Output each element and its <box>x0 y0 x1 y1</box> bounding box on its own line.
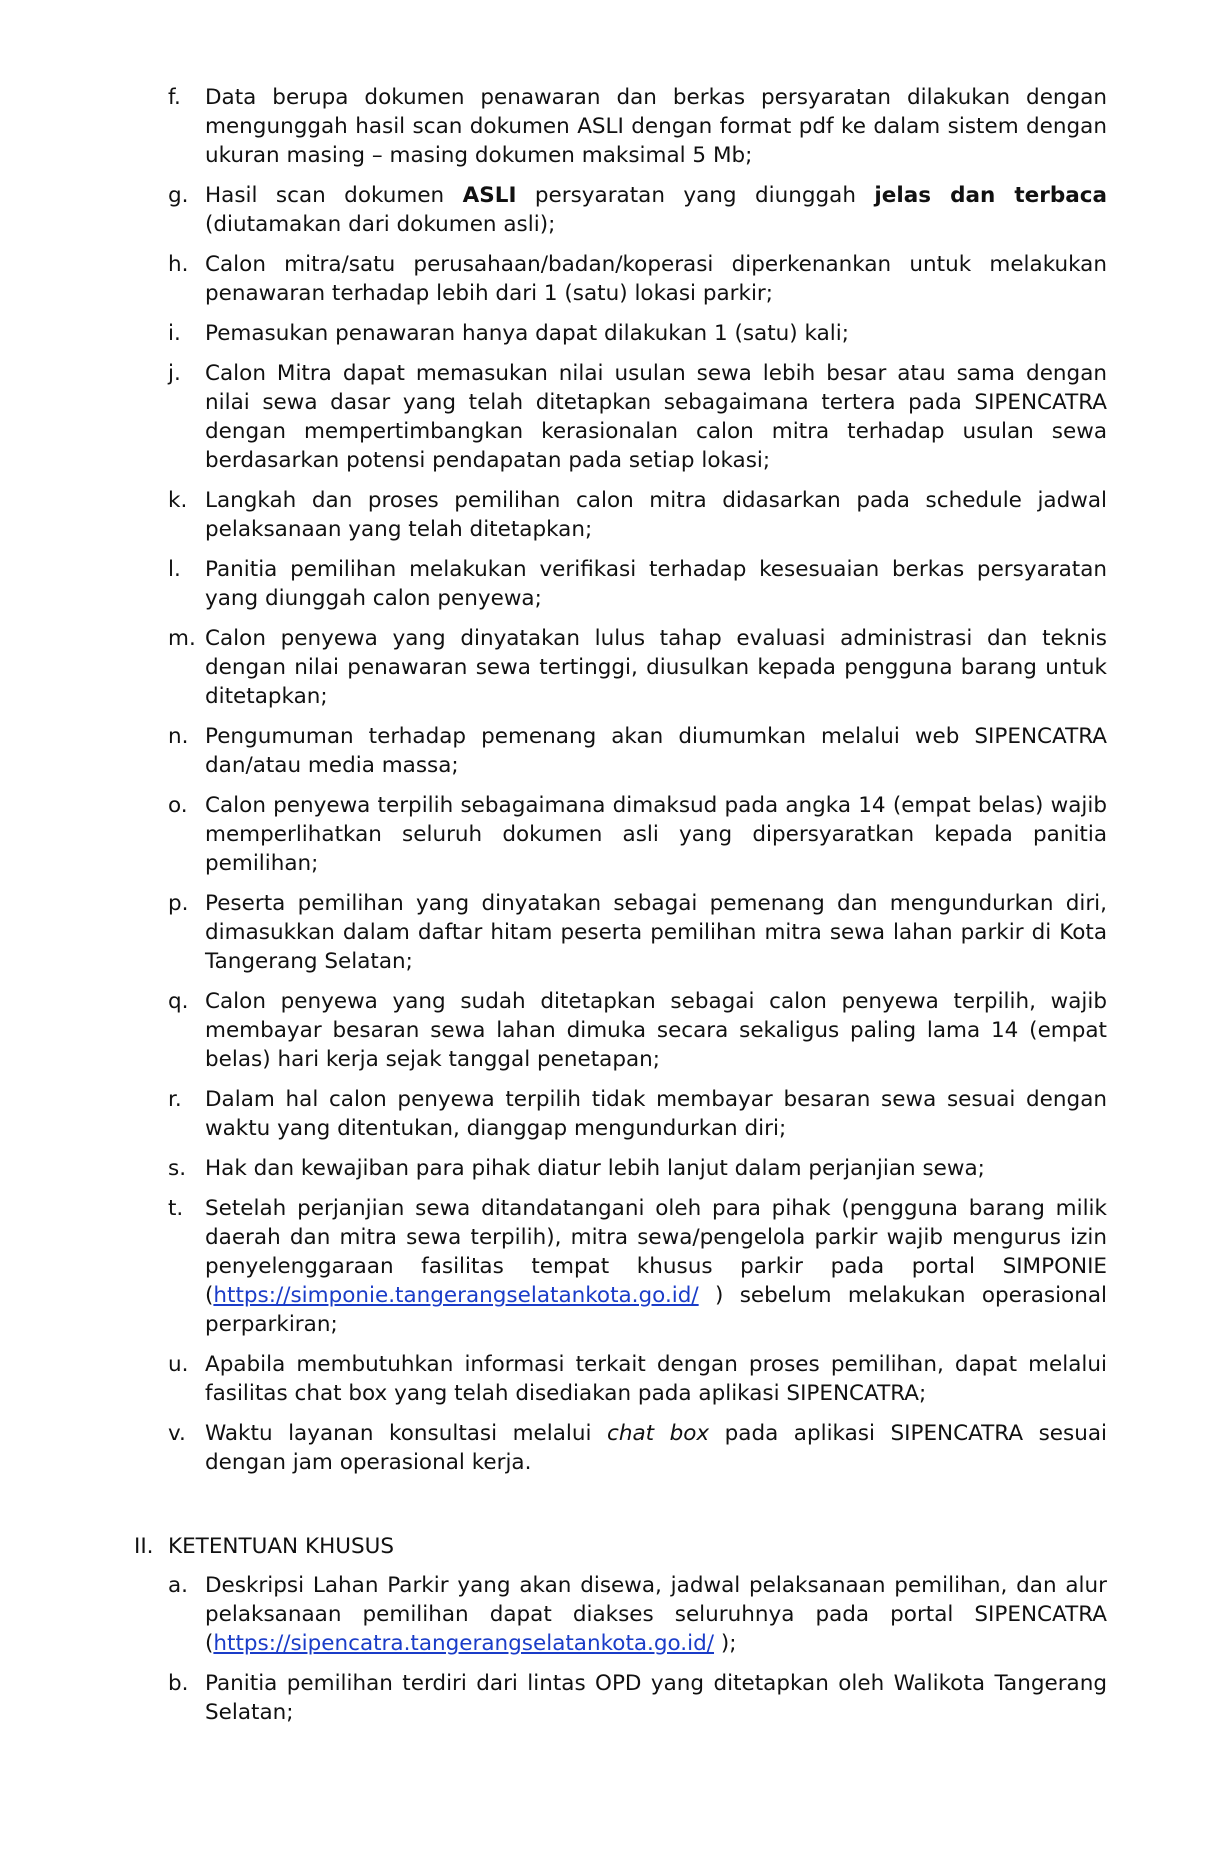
text-run: Panitia pemilihan terdiri dari lintas OPD yang ditetapkan oleh Walikota Tangerang Selatan; <box>205 1671 1107 1725</box>
italic-text: chat box <box>607 1421 710 1446</box>
list-item <box>0 987 1224 1074</box>
text-run: (diutamakan dari dokumen asli); <box>205 212 556 237</box>
text-run: Setelah perjanjian sewa ditandatangani oleh para pihak (pengguna barang milik daerah dan mitra sewa terpilih), mitra sewa/pengelola parkir wajib mengurus izin penyelenggaraan fasilitas tempat khusus parkir pada portal SIMPONIE ( <box>205 1196 1107 1308</box>
text-run: Apabila membutuhkan informasi terkait dengan proses pemilihan, dapat melalui fasilitas chat box yang telah disediakan pada aplikasi SIPENCATRA; <box>205 1352 1107 1406</box>
list-item <box>0 555 1224 613</box>
list-item <box>0 359 1224 475</box>
list-item-text <box>205 1419 1107 1477</box>
text-run: Deskripsi Lahan Parkir yang akan disewa, jadwal pelaksanaan pemilihan, dan alur pelaksanaan pemilihan dapat diakses seluruhnya pada portal SIPENCATRA ( <box>205 1573 1107 1656</box>
text-run: Calon penyewa yang dinyatakan lulus tahap evaluasi administrasi dan teknis dengan nilai penawaran sewa tertinggi, diusulkan kepada pengguna barang untuk ditetapkan; <box>205 626 1107 709</box>
list-item <box>0 83 1224 170</box>
list-item <box>0 181 1224 239</box>
list-marker: v. <box>168 1421 186 1446</box>
text-run: Calon mitra/satu perusahaan/badan/koperasi diperkenankan untuk melakukan penawaran terhadap lebih dari 1 (satu) lokasi parkir; <box>205 252 1107 306</box>
list-item <box>0 722 1224 780</box>
list-item-text <box>205 1085 1107 1143</box>
special-provisions-list <box>0 1571 1224 1738</box>
text-run: Langkah dan proses pemilihan calon mitra didasarkan pada schedule jadwal pelaksanaan yang telah ditetapkan; <box>205 488 1107 542</box>
list-item <box>0 486 1224 544</box>
text-run: ) sebelum melakukan operasional perparkiran; <box>205 1283 1107 1337</box>
hyperlink[interactable]: https://simponie.tangerangselatankota.go.id/ <box>213 1283 699 1308</box>
list-marker: a. <box>168 1573 189 1598</box>
list-item-text <box>205 486 1107 544</box>
list-marker: s. <box>168 1156 187 1181</box>
bold-text: ASLI <box>462 183 517 208</box>
list-item-text <box>205 1669 1107 1727</box>
list-marker: u. <box>168 1352 189 1377</box>
list-marker: g. <box>168 183 189 208</box>
list-marker: k. <box>168 488 188 513</box>
text-run: pada aplikasi SIPENCATRA sesuai dengan jam operasional kerja. <box>205 1421 1107 1475</box>
list-item-text <box>205 83 1107 170</box>
list-item <box>0 1194 1224 1339</box>
list-marker: q. <box>168 989 189 1014</box>
list-item <box>0 1571 1224 1658</box>
list-marker: b. <box>168 1671 189 1696</box>
list-item <box>0 250 1224 308</box>
list-item-text <box>205 889 1107 976</box>
list-item <box>0 1419 1224 1477</box>
text-run: Waktu layanan konsultasi melalui <box>205 1421 608 1446</box>
list-item-text <box>205 1194 1107 1339</box>
list-marker: h. <box>168 252 189 277</box>
list-marker: m. <box>168 626 196 651</box>
list-marker: o. <box>168 793 188 818</box>
list-item-text <box>205 624 1107 711</box>
list-marker: j. <box>168 361 181 386</box>
list-item-text <box>205 791 1107 878</box>
text-run: Peserta pemilihan yang dinyatakan sebagai pemenang dan mengundurkan diri, dimasukkan dalam daftar hitam peserta pemilihan mitra sewa lahan parkir di Kota Tangerang Selatan; <box>205 891 1107 974</box>
text-run: Hak dan kewajiban para pihak diatur lebih lanjut dalam perjanjian sewa; <box>205 1156 985 1181</box>
list-item <box>0 1350 1224 1408</box>
list-item <box>0 791 1224 878</box>
section-title: KETENTUAN KHUSUS <box>168 1534 395 1559</box>
bold-text: jelas dan terbaca <box>874 183 1107 208</box>
text-run: Panitia pemilihan melakukan verifikasi terhadap kesesuaian berkas persyaratan yang diunggah calon penyewa; <box>205 557 1107 611</box>
text-run: Pengumuman terhadap pemenang akan diumumkan melalui web SIPENCATRA dan/atau media massa; <box>205 724 1107 778</box>
general-provisions-list <box>0 83 1224 1488</box>
list-marker: i. <box>168 321 181 346</box>
list-item <box>0 624 1224 711</box>
text-run: Hasil scan dokumen <box>205 183 463 208</box>
list-marker: r. <box>168 1087 182 1112</box>
list-item-text <box>205 555 1107 613</box>
text-run: Dalam hal calon penyewa terpilih tidak membayar besaran sewa sesuai dengan waktu yang ditentukan, dianggap mengundurkan diri; <box>205 1087 1107 1141</box>
section-number: II. <box>134 1534 154 1559</box>
text-run: Pemasukan penawaran hanya dapat dilakukan 1 (satu) kali; <box>205 321 849 346</box>
list-item <box>0 1154 1224 1183</box>
list-item-text <box>205 319 1107 348</box>
list-marker: l. <box>168 557 181 582</box>
list-marker: n. <box>168 724 189 749</box>
hyperlink[interactable]: https://sipencatra.tangerangselatankota.go.id/ <box>213 1631 715 1656</box>
text-run: persyaratan yang diunggah <box>516 183 875 208</box>
text-run: Calon penyewa terpilih sebagaimana dimaksud pada angka 14 (empat belas) wajib memperlihatkan seluruh dokumen asli yang dipersyaratkan kepada panitia pemilihan; <box>205 793 1107 876</box>
list-item <box>0 1669 1224 1727</box>
list-item-text <box>205 987 1107 1074</box>
list-marker: f. <box>168 85 181 110</box>
list-item <box>0 319 1224 348</box>
list-item <box>0 1085 1224 1143</box>
list-item <box>0 889 1224 976</box>
text-run: Calon penyewa yang sudah ditetapkan sebagai calon penyewa terpilih, wajib membayar besaran sewa lahan dimuka secara sekaligus paling lama 14 (empat belas) hari kerja sejak tanggal penetapan; <box>205 989 1107 1072</box>
text-run: Calon Mitra dapat memasukan nilai usulan sewa lebih besar atau sama dengan nilai sewa dasar yang telah ditetapkan sebagaimana tertera pada SIPENCATRA dengan mempertimbangkan kerasionalan calon mitra terhadap usulan sewa berdasarkan potensi pendapatan pada setiap lokasi; <box>205 361 1107 473</box>
list-item-text <box>205 181 1107 239</box>
text-run: ); <box>714 1631 737 1656</box>
list-marker: p. <box>168 891 189 916</box>
list-item-text <box>205 1571 1107 1658</box>
list-item-text <box>205 250 1107 308</box>
list-item-text <box>205 1350 1107 1408</box>
list-marker: t. <box>168 1196 184 1221</box>
text-run: Data berupa dokumen penawaran dan berkas persyaratan dilakukan dengan mengunggah hasil scan dokumen ASLI dengan format pdf ke dalam sistem dengan ukuran masing – masing dokumen maksimal 5 Mb; <box>205 85 1107 168</box>
list-item-text <box>205 359 1107 475</box>
list-item-text <box>205 1154 1107 1183</box>
list-item-text <box>205 722 1107 780</box>
